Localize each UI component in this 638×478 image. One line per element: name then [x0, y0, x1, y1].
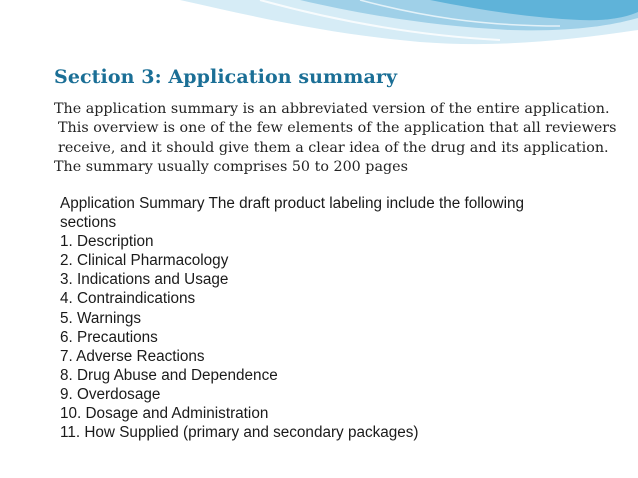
paragraph-line: The application summary is an abbreviated version of the entire application.	[54, 101, 610, 117]
list-item: 7. Adverse Reactions	[60, 347, 205, 365]
list-item: 8. Drug Abuse and Dependence	[60, 366, 278, 384]
slide-title: Section 3: Application summary	[54, 66, 398, 88]
list-item: 2. Clinical Pharmacology	[60, 252, 229, 270]
list-item: 5. Warnings	[60, 309, 142, 327]
summary-paragraph	[54, 100, 616, 177]
list-item: 1. Description	[60, 233, 154, 251]
list-intro-line: sections	[60, 214, 117, 232]
list-item: 10. Dosage and Administration	[60, 405, 269, 423]
paragraph-line: This overview is one of the few elements of the application that all reviewers	[58, 120, 617, 137]
paragraph-line: The summary usually comprises 50 to 200 pages	[54, 158, 408, 175]
list-item: 3. Indications and Usage	[60, 271, 229, 289]
list-item: 11. How Supplied (primary and secondary packages)	[60, 424, 419, 442]
list-item: 9. Overdosage	[60, 385, 161, 403]
labeling-sections-list	[60, 194, 524, 442]
list-intro-line: Application Summary The draft product labeling include the following	[60, 195, 524, 212]
paragraph-line: receive, and it should give them a clear idea of the drug and its application.	[58, 139, 609, 156]
header-wave-decoration	[0, 0, 638, 70]
list-item: 6. Precautions	[60, 328, 158, 346]
list-item: 4. Contraindications	[60, 290, 196, 308]
